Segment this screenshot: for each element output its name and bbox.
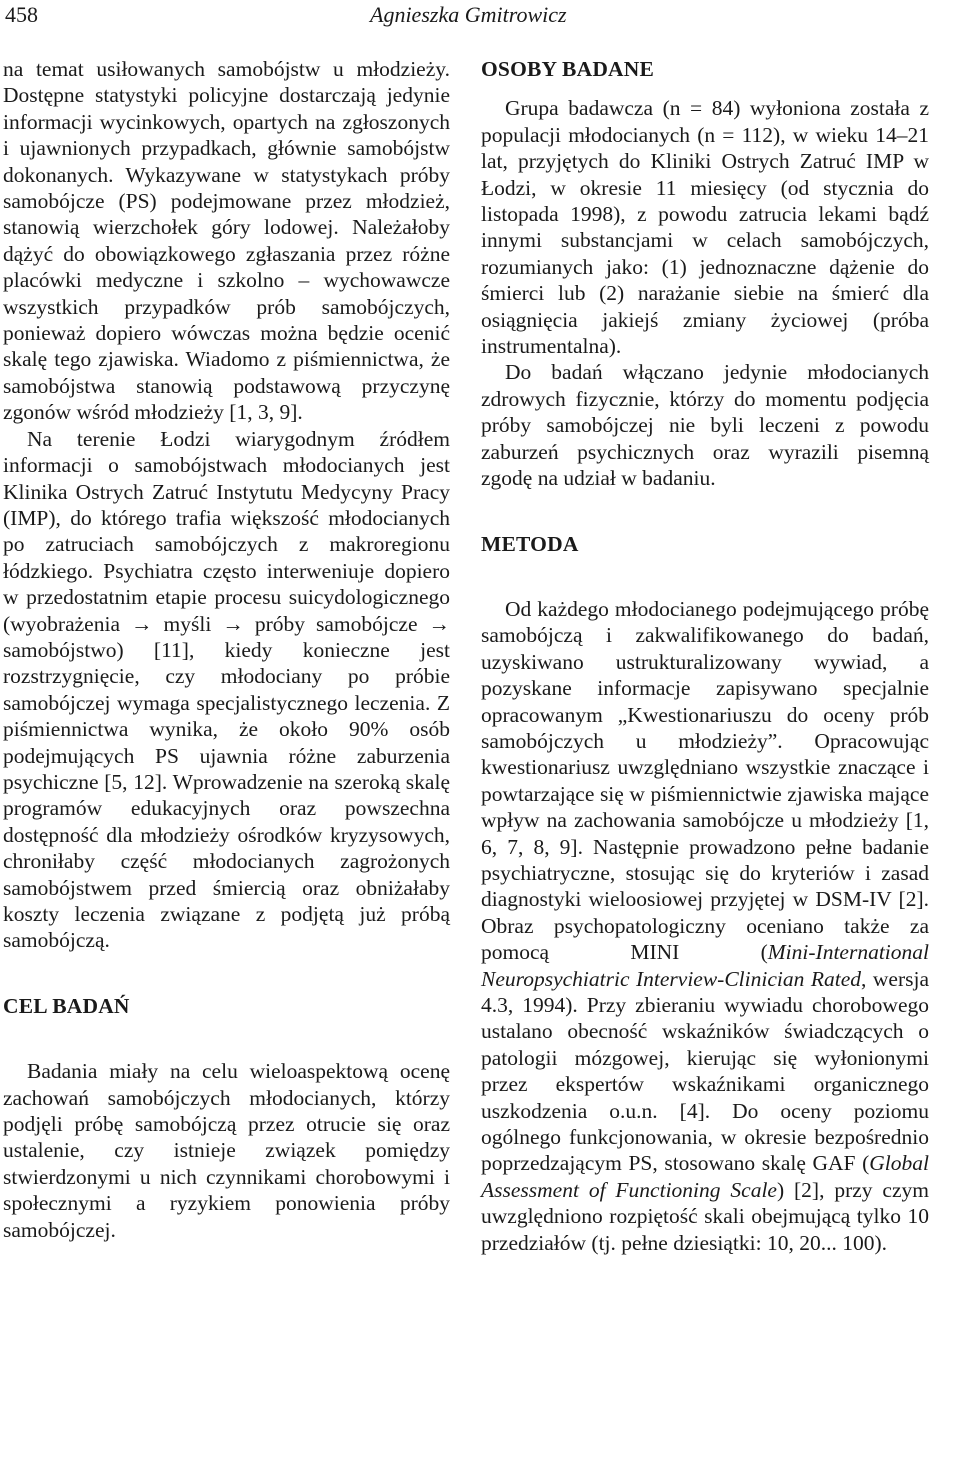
italic-text-run: Mini-International Neuropsychiatric Interview-Clinician Rated (481, 940, 929, 991)
body-paragraph: Na terenie Łodzi wiarygodnym źródłem informacji o samobójstwach młodocianych jest Klinika Ostrych Zatruć Instytutu Medycyny Pracy (IMP), do którego trafia większość młodocianych po zatruciach samobójczych z makroregionu łódzkiego. Psychiatra często interweniuje dopiero w przedostatnim etapie procesu suicydologicznego (wyobrażenia → myśli → próby samobójcze → samobójstwo) [11], kiedy konieczne jest rozstrzygnięcie, czy młodociany po próbie samobójczej wymaga specjalistycznego leczenia. Z piśmiennictwa wynika, że około 90% osób podejmujących PS ujawnia różne zaburzenia psychiczne [5, 12]. Wprowadzenie na szeroką skalę programów edukacyjnych oraz powszechna dostępność dla młodzieży ośrodków kryzysowych, chroniłaby część młodocianych zagrożonych samobójstwem przed śmiercią oraz obniżałaby koszty leczenia związane z podjętą już próbą samobójczą. (3, 426, 450, 953)
text-run: ) [2], przy czym uwzględniono rozpiętość skali obejmującą tylko 10 przedziałów (tj. pełne dziesiątki: 10, 20... 100). (481, 1177, 929, 1255)
left-column (3, 56, 450, 1243)
body-paragraph: Grupa badawcza (n = 84) wyłoniona została z populacji młodocianych (n = 112), w wieku 14–21 lat, przyjętych do Kliniki Ostrych Zatruć IMP w Łodzi, w okresie 11 miesięcy (od stycznia do listopada 1998), z powodu zatrucia lekami bądź innymi substancjami w celach samobójczych, rozumianych jako: (1) jednoznaczne dążenie do śmierci lub (2) narażanie siebie na śmierć dla osiągnięcia jakiejś zmiany życiowej (próba instrumentalna). (481, 96, 929, 359)
text-run: , wersja 4.3, 1994). Przy zbieraniu wywiadu chorobowego ustalano obecność wskaźników świadczących o patologii mózgowej, kierując się wyłonionymi przez ekspertów wskaźnikami organicznego uszkodzenia o.u.n. [4]. Do oceny poziomu ogólnego funkcjonowania, w okresie bezpośrednio poprzedzającym PS, stosowano skalę GAF ( (481, 966, 929, 1176)
page-number: 458 (5, 2, 38, 27)
body-paragraph: Do badań włączano jedynie młodocianych zdrowych fizycznie, którzy do momentu podjęcia próby samobójczej nie byli leczeni z powodu zaburzeń psychicznych oraz wyrazili pisemną zgodę na udział w badaniu. (481, 360, 929, 491)
body-paragraph: na temat usiłowanych samobójstw u młodzieży. Dostępne statystyki policyjne dostarczają jedynie informacji wycinkowych, opartych na zgłoszonych i ujawnionych przypadkach, głównie samobójstw dokonanych. Wykazywane w statystykach próby samobójcze (PS) podejmowane przez młodzież, stanowią wierzchołek góry lodowej. Należałoby dążyć do obowiązkowego zgłaszania przez różne placówki medyczne i szkolno – wychowawcze wszystkich przypadków prób samobójczych, ponieważ dopiero wówczas można będzie ocenić skalę tego zjawiska. Wiadomo z piśmiennictwa, że samobójstwa stanowią podstawową przyczynę zgonów wśród młodzieży [1, 3, 9]. (3, 57, 450, 425)
body-paragraph (481, 596, 929, 1256)
section-heading-cel-badan: CEL BADAŃ (3, 993, 130, 1018)
right-column (481, 56, 929, 1256)
italic-text-run: Global Assessment of Functioning Scale (481, 1151, 929, 1202)
section-heading-metoda: METODA (481, 531, 579, 556)
section-heading-osoby-badane: OSOBY BADANE (481, 57, 655, 81)
body-paragraph: Badania miały na celu wieloaspektową ocenę zachowań samobójczych młodocianych, którzy podjęli próbę samobójczą przez otrucie się oraz ustalenie, czy istnieje związek pomiędzy stwierdzonymi u nich czynnikami chorobowymi i społecznymi a ryzykiem ponowienia próby samobójczej. (3, 1059, 450, 1242)
text-run: Od każdego młodocianego podejmującego próbę samobójczą i zakwalifikowanego do badań, uzyskiwano ustrukturalizowany wywiad, a pozyskane informacje zapisywano specjalnie opracowanym „Kwestionariuszu do oceny prób samobójczych u młodzieży”. Opracowując kwestionariusz uwzględniano wszystkie znaczące i powtarzające się w piśmiennictwie zjawiska mające wpływ na zachowania samobójcze u młodzieży [1, 6, 7, 8, 9]. Następnie prowadzono pełne badanie psychiatryczne, stosując się do kryteriów i zasad diagnostyki wieloosiowej przyjętej w DSM-IV [2]. Obraz psychopatologiczny oceniano także za pomocą MINI ( (481, 596, 929, 965)
running-header-author: Agnieszka Gmitrowicz (370, 2, 567, 27)
